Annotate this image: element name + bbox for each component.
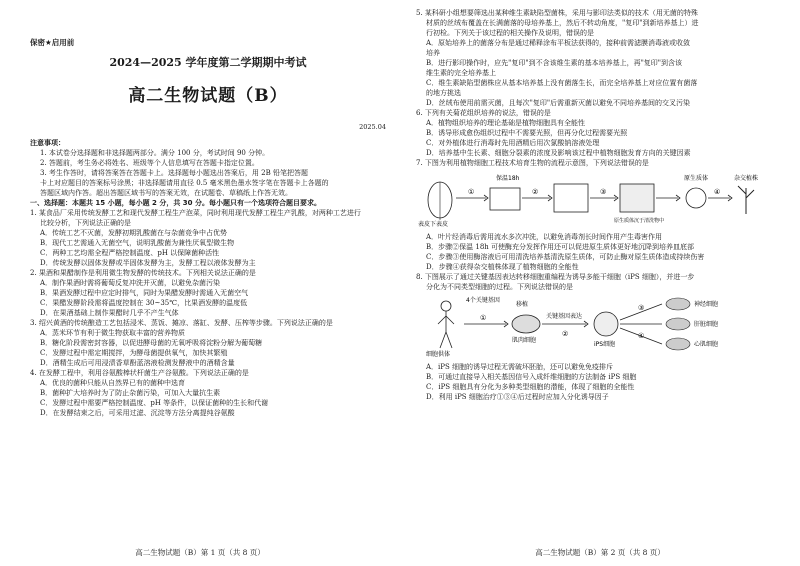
text-line: 培养 — [426, 49, 440, 57]
page-footer: 高二生物试题（B）第 1 页（共 8 页） — [135, 548, 265, 557]
option-line: A．传统工艺不灭菌，发酵初期乳酸菌在与杂菌竞争中占优势 — [40, 228, 228, 237]
text-line: 的地方挑选 — [426, 89, 461, 97]
fig8-label: 关键基因表达 — [546, 313, 583, 320]
right-page — [400, 0, 800, 566]
option-line: D．传统发酵以固体发酵或半固体发酵为主，发酵工程以液体发酵为主 — [40, 258, 256, 267]
text-line: 材质的丝绒布覆盖在长满菌落的母培养基上，然后不转动角度，"复印"到新培养基上）进 — [426, 19, 699, 27]
fig7-step: ② — [532, 188, 539, 196]
fig8-step: ② — [562, 330, 569, 338]
option-line: D．丝绒布使用前需灭菌，且每次"复印"后需重新灭菌以避免不同培养基间的交叉污染 — [426, 99, 691, 107]
option-line: C．步骤③使用酶溶液后可用清洗培养基清洗原生质体，可防止酶对原生质体造成持续伤害 — [426, 253, 705, 261]
option-line: C．对外植体进行消毒时先用酒精后用次氯酸钠溶液处理 — [426, 139, 600, 147]
text-line: 2. 答题前，考生务必将姓名、班级等个人信息填写在答题卡指定位置。 — [40, 158, 259, 167]
page-footer: 高二生物试题（B）第 2 页（共 8 页） — [535, 548, 665, 557]
question-list — [30, 208, 386, 418]
exam-title: 2024—2025 学年度第二学期期中考试 — [109, 56, 307, 69]
notes-list — [30, 148, 386, 198]
option-line: B．现代工艺需通入无菌空气，说明乳酸菌为兼性厌氧型微生物 — [40, 238, 235, 247]
figure-q8 — [416, 292, 782, 362]
fig8-label: 肝脏细胞 — [694, 321, 719, 328]
paper-title: 高二生物试题（B） — [128, 86, 288, 106]
fig8-label: 移植 — [516, 301, 529, 308]
option-line: B．菌种扩大培养时为了防止杂菌污染，可加入大量抗生素 — [40, 388, 221, 397]
option-line: D．酒精生成后可用浸渍香草酚蓝溶液检测发酵液中的酒精含量 — [40, 358, 235, 367]
option-line: D．在发酵结束之后，可采用过滤、沉淀等方法分离提纯谷氨酸 — [40, 408, 235, 417]
fig8-step: ③ — [638, 304, 645, 312]
option-line: A．叶片经消毒后需用流水多次冲洗，以避免消毒剂长时间作用产生毒害作用 — [426, 233, 663, 241]
option-line: A．iPS 细胞的诱导过程无需破坏胚胎，还可以避免免疫排斥 — [426, 363, 614, 371]
option-line: C．发酵过程中需定期搅拌，为酵母菌提供氧气，加快其繁殖 — [40, 348, 228, 357]
confidential-label: 保密★启用前 — [30, 38, 75, 47]
text-line: 8. 下图展示了通过关键基因表达转移细胞重编程为诱导多能干细胞（iPS 细胞），并进一步 — [416, 273, 695, 281]
text-line: 5. 某科研小组想要筛选出某种维生素缺陷型菌株，采用与影印法类似的技术（用无菌的特殊 — [416, 9, 698, 17]
text-line: 分化为不同类型细胞的过程。下列说法错误的是 — [426, 283, 573, 291]
option-line: B．果酒发酵过程中应定时排气，同时为果醋发酵时需通入无菌空气 — [40, 288, 249, 297]
fig8-label: 细胞供体 — [426, 351, 451, 358]
text-line: 维生素的完全培养基上 — [426, 69, 496, 77]
option-line: D．利用 iPS 细胞治疗①③④后过程时应加入分化诱导因子 — [426, 393, 609, 401]
option-line: A．蒸米环节有利于微生物获取丰富的营养物质 — [40, 328, 186, 337]
option-line: A．优良的菌种只能从自然界已有的菌种中选育 — [40, 378, 186, 387]
fig8-label: 肌肉细胞 — [512, 337, 537, 344]
flow-arrows — [464, 298, 690, 350]
fig8-label: 4个关键基因 — [466, 297, 500, 304]
option-line: B．进行影印操作时，应先"复印"到不含该维生素的基本培养基上，再"复印"到含该 — [426, 59, 683, 67]
fig7-label: 表皮下表皮 — [418, 221, 449, 228]
text-line: 比较分析，下列说法正确的是 — [40, 218, 131, 227]
option-line: D．步骤④获得杂交植株体现了植物细胞的全能性 — [426, 263, 579, 271]
text-line: 2. 果酒和果醋制作是利用微生物发酵的传统技术。下列相关说法正确的是 — [30, 268, 256, 277]
fig7-label: 保温18h — [496, 175, 520, 182]
section-heading: 一、选择题：本题共 15 小题，每小题 2 分，共 30 分。每小题只有一个选项符合题目要求。 — [30, 198, 321, 207]
option-line: C．维生素缺陷型菌株应从基本培养基上没有菌落生长，而完全培养基上对应位置有菌落 — [426, 79, 698, 87]
text-line: 卡上对应题目的答案标号涂黑；非选择题请用直径 0.5 毫米黑色墨水签字笔在答题卡上各题的 — [40, 178, 329, 187]
text-line: 3. 考生作答时，请将答案答在答题卡上。选择题每小题选出答案后，用 2B 铅笔把答题 — [40, 168, 308, 177]
option-line: D．培养基中生长素、细胞分裂素的浓度及影响该过程中植物细胞发育方向的关键因素 — [426, 149, 691, 157]
exam-date: 2025.04 — [359, 123, 386, 131]
fig7-step: ① — [468, 188, 475, 196]
text-line: 1. 某食品厂采用传统发酵工艺和现代发酵工程生产泡菜，同时利用现代发酵工程生产乳酸，对两种工艺进行 — [30, 208, 361, 217]
option-line: B．诱导形成愈伤组织过程中不需要光照，但再分化过程需要光照 — [426, 129, 628, 137]
figure-q7 — [416, 168, 782, 232]
option-line: D．在果酒基础上制作果醋时几乎不产生气体 — [40, 308, 179, 317]
fig7-label: 原生质体 — [684, 175, 709, 182]
fig7-label: 杂交植株 — [734, 175, 759, 182]
q7-options — [416, 232, 782, 272]
text-line: 3. 绍兴黄酒的传统酿造工艺包括浸米、蒸饭、摊凉、落缸、发酵、压榨等步骤。下列说法正确的是 — [30, 318, 333, 327]
question-list — [416, 8, 782, 168]
q8-stem — [416, 272, 782, 292]
text-line: 答题区域内作答。超出答题区域书写的答案无效，在试题卷、草稿纸上作答无效。 — [40, 188, 292, 197]
fig8-step: ① — [480, 314, 487, 322]
fig8-step: ④ — [638, 332, 645, 340]
option-line: B．糖化阶段需密封容器，以促进酵母菌的无氧呼吸将淀粉分解为葡萄糖 — [40, 338, 263, 347]
option-line: B．步骤②保温 18h 可使酶充分发挥作用还可以促进原生质体更好地沉降到培养皿底部 — [426, 243, 695, 251]
fig8-label: iPS细胞 — [594, 341, 616, 348]
fig7-step: ④ — [714, 188, 721, 196]
figure-person — [438, 301, 454, 348]
fig8-label: 神经细胞 — [694, 301, 719, 308]
option-line: C．发酵过程中需要严格控制温度、pH 等条件，以保证菌种的生长和代谢 — [40, 398, 269, 407]
text-line: 6. 下列有关菊花组织培养的说法，错误的是 — [416, 109, 551, 117]
option-line: A．原始培养上的菌落分布是通过稀释涂布平板法获得的，接种前需滤膜消毒液或收敛 — [426, 39, 691, 47]
text-line: 7. 下图为利用植物细胞工程技术培育生物的流程示意图，下列说法错误的是 — [416, 159, 649, 167]
option-line: B．可通过直接导入相关基因信号入成纤维细胞的方法制备 iPS 细胞 — [426, 373, 637, 381]
text-line: 1. 本试卷分选择题和非选择题两部分。满分 100 分，考试时间 90 分钟。 — [40, 148, 270, 157]
fig7-step: ③ — [600, 188, 607, 196]
option-line: A．制作果酒时需将葡萄反复冲洗并灭菌，以避免杂菌污染 — [40, 278, 221, 287]
fig8-label: 心肌细胞 — [694, 341, 719, 348]
option-line: C．iPS 细胞具有分化为多种类型细胞的潜能，体现了细胞的全能性 — [426, 383, 635, 391]
fig7-label: 原生质体沉于清洗物中 — [614, 218, 665, 224]
q8-options — [416, 362, 782, 402]
option-line: C．果醋发酵阶段需将温度控制在 30~35℃，比果酒发酵的温度低 — [40, 298, 248, 307]
text-line: 行初检。下列关于该过程的相关操作及说明，错误的是 — [426, 29, 594, 37]
option-line: C．两种工艺均需全程严格控制温度、pH 以保障菌种活性 — [40, 248, 220, 257]
option-line: A．植物组织培养的理论基础是植物细胞具有全能性 — [426, 119, 586, 127]
text-line: 4. 在发酵工程中，利用谷氨酸棒状杆菌生产谷氨酸。下列说法正确的是 — [30, 368, 249, 377]
notes-title: 注意事项： — [30, 138, 65, 147]
